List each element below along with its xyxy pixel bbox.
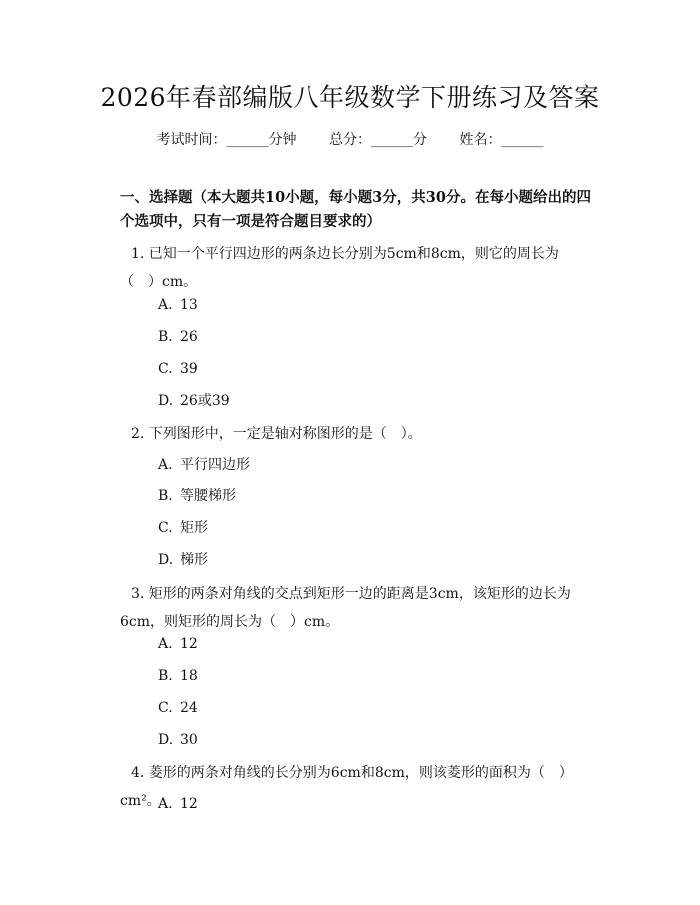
q3-option-c [158,698,198,718]
exam-time-label: 考试时间： [156,132,227,148]
q1-option-b [158,327,198,347]
option-text: 26或39 [180,393,230,409]
option-text: 13 [180,297,198,313]
option-text: 等腰梯形 [180,488,236,504]
q2-option-c [158,518,208,538]
option-letter: C. [158,361,173,377]
option-text: 平行四边形 [180,457,250,473]
option-text: 30 [180,732,198,748]
page-title: 2026年春部编版八年级数学下册练习及答案 [100,83,600,112]
option-text: 26 [180,329,198,345]
total-score-unit: 分 [413,132,427,148]
q4-option-a [158,794,198,814]
q3-option-a [158,634,198,654]
exam-time-blank: ______ [226,132,269,148]
q2-option-d [158,550,208,570]
option-letter: A. [158,297,173,313]
question-3: 3. 矩形的两条对角线的交点到矩形一边的距离是3cm，该矩形的边长为6cm，则矩形的周长为（ ）cm。 [120,586,571,630]
option-text: 12 [180,636,198,652]
option-letter: D. [158,393,174,409]
exam-info-line [0,130,700,150]
exam-time-unit: 分钟 [268,132,297,148]
total-score-label: 总分： [329,132,371,148]
option-letter: A. [158,457,173,473]
option-letter: A. [158,636,173,652]
option-text: 24 [180,700,198,716]
option-letter: C. [158,700,173,716]
exam-time-field [157,132,297,148]
q1-option-a [158,295,198,315]
q2-option-a [158,455,250,475]
option-text: 18 [180,668,198,684]
option-letter: B. [158,329,173,345]
question-2: 2. 下列图形中，一定是轴对称图形的是（ ）。 [131,426,422,442]
total-score-blank: ______ [371,132,413,148]
student-name-field [459,132,543,148]
q3-option-b [158,666,198,686]
question-1: 1. 已知一个平行四边形的两条边长分别为5cm和8cm，则它的周长为（ ）cm。 [120,246,559,290]
option-letter: A. [158,796,173,812]
option-text: 12 [180,796,198,812]
q2-option-b [158,486,236,506]
q1-option-d [158,391,230,411]
q3-option-d [158,730,198,750]
question-4: 4. 菱形的两条对角线的长分别为6cm和8cm，则该菱形的面积为（ ）cm²。 [120,765,573,809]
option-text: 矩形 [180,520,208,536]
option-letter: B. [158,488,173,504]
option-letter: D. [158,732,174,748]
section-heading: 一、选择题（本大题共10小题，每小题3分，共30分。在每小题给出的四个选项中，只有一项是符合题目要求的） [120,189,591,230]
option-text: 梯形 [180,552,208,568]
student-name-blank: ______ [501,132,544,148]
option-text: 39 [180,361,198,377]
q1-option-c [158,359,198,379]
option-letter: B. [158,668,173,684]
total-score-field [329,132,427,148]
option-letter: D. [158,552,174,568]
student-name-label: 姓名： [459,132,502,148]
option-letter: C. [158,520,173,536]
